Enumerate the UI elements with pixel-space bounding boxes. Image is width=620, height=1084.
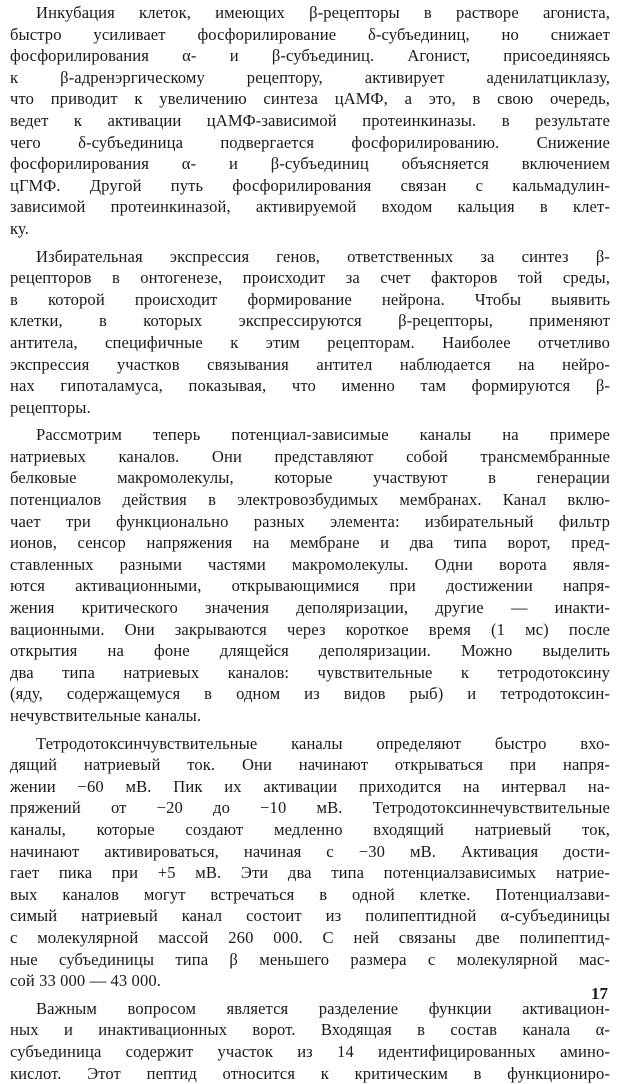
- paragraph-gate-separation: [10, 998, 610, 1084]
- text-line: ные субъединицы типа β меньшего размера с молекулярной мас-: [10, 949, 610, 971]
- text-line: нах гипоталамуса, показывая, что именно там формируются β-: [10, 375, 610, 397]
- paragraph-gene-expression: [10, 246, 610, 419]
- paragraph-sodium-channels: [10, 424, 610, 726]
- text-line: пряжений от −20 до −10 мВ. Тетродотоксиннечувствительные: [10, 797, 610, 819]
- text-line: белковые макромолекулы, которые участвуют в генерации: [10, 467, 610, 489]
- text-line: ных и инактивационных ворот. Входящая в состав канала α-: [10, 1019, 610, 1041]
- text-line: (яду, содержащемуся в одном из видов рыб) и тетродотоксин-: [10, 683, 610, 705]
- text-line: Инкубация клеток, имеющих β-рецепторы в растворе агониста,: [10, 2, 610, 24]
- text-line: симый натриевый канал состоит из полипептидной α-субъединицы: [10, 905, 610, 927]
- text-line: в которой происходит формирование нейрона. Чтобы выявить: [10, 289, 610, 311]
- text-line: быстро усиливает фосфорилирование δ-субъединиц, но снижает: [10, 24, 610, 46]
- text-line: Тетродотоксинчувствительные каналы определяют быстро вхо-: [10, 733, 610, 755]
- text-line: рецепторов в онтогенезе, происходит за счет факторов той среды,: [10, 267, 610, 289]
- text-line: дящий натриевый ток. Они начинают открываться при напря-: [10, 754, 610, 776]
- text-line: вых каналов могут встречаться в одной клетке. Потенциалзави-: [10, 884, 610, 906]
- text-line: что приводит к увеличению синтеза цАМФ, а это, в свою очередь,: [10, 88, 610, 110]
- page-number: 17: [591, 984, 608, 1004]
- text-line: потенциалов действия в электровозбудимых мембранах. Канал вклю-: [10, 489, 610, 511]
- text-line: жения критического значения деполяризации, другие — инакти-: [10, 597, 610, 619]
- text-line: к β-адренэргическому рецептору, активирует аденилатциклазу,: [10, 67, 610, 89]
- text-line: клетки, в которых экспрессируются β-рецепторы, применяют: [10, 310, 610, 332]
- text-line: Рассмотрим теперь потенциал-зависимые каналы на примере: [10, 424, 610, 446]
- text-line: кислот. Этот пептид относится к критическим в функциониро-: [10, 1063, 610, 1084]
- text-line: начинают активироваться, начиная с −30 мВ. Активация дости-: [10, 841, 610, 863]
- text-line: Избирательная экспрессия генов, ответственных за синтез β-: [10, 246, 610, 268]
- text-line: антитела, специфичные к этим рецепторам. Наиболее отчетливо: [10, 332, 610, 354]
- page-text: [10, 2, 610, 1084]
- text-line: открытия на фоне длящейся деполяризации. Можно выделить: [10, 640, 610, 662]
- paragraph-beta-phosphorylation: [10, 2, 610, 240]
- text-line: чает три функционально разных элемента: избирательный фильтр: [10, 511, 610, 533]
- text-line: сой 33 000 — 43 000.: [10, 970, 610, 992]
- text-line: натриевых каналов. Они представляют собой трансмембранные: [10, 446, 610, 468]
- text-line: рецепторы.: [10, 397, 610, 419]
- text-line: экспрессия участков связывания антител наблюдается на нейро-: [10, 354, 610, 376]
- text-line: ионов, сенсор напряжения на мембране и два типа ворот, пред-: [10, 532, 610, 554]
- text-line: вационными. Они закрываются через короткое время (1 мс) после: [10, 619, 610, 641]
- text-line: жении −60 мВ. Пик их активации приходится на интервал на-: [10, 776, 610, 798]
- text-line: зависимой протеинкиназой, активируемой входом кальция в клет-: [10, 196, 610, 218]
- text-line: ются активационными, открывающимися при достижении напря-: [10, 575, 610, 597]
- text-line: с молекулярной массой 260 000. С ней связаны две полипептид-: [10, 927, 610, 949]
- paragraph-tetrodotoxin: [10, 733, 610, 992]
- text-line: Важным вопросом является разделение функции активацион-: [10, 998, 610, 1020]
- text-line: субъединица содержит участок из 14 идентифицированных амино-: [10, 1041, 610, 1063]
- text-line: ку.: [10, 218, 610, 240]
- text-line: чего δ-субъединица подвергается фосфорилированию. Снижение: [10, 132, 610, 154]
- text-line: фосфорилирования α- и β-субъединиц. Агонист, присоединяясь: [10, 45, 610, 67]
- text-line: цГМФ. Другой путь фосфорилирования связан с кальмадулин-: [10, 175, 610, 197]
- text-line: каналы, которые создают медленно входящий натриевый ток,: [10, 819, 610, 841]
- text-line: фосфорилирования α- и β-субъединиц объясняется включением: [10, 153, 610, 175]
- text-line: два типа натриевых каналов: чувствительные к тетродотоксину: [10, 662, 610, 684]
- text-line: ставленных разными частями макромолекулы. Одни ворота явля-: [10, 554, 610, 576]
- text-line: ведет к активации цАМФ-зависимой протеинкиназы. в результате: [10, 110, 610, 132]
- text-line: нечувствительные каналы.: [10, 705, 610, 727]
- text-line: гает пика при +5 мВ. Эти два типа потенциалзависимых натрие-: [10, 862, 610, 884]
